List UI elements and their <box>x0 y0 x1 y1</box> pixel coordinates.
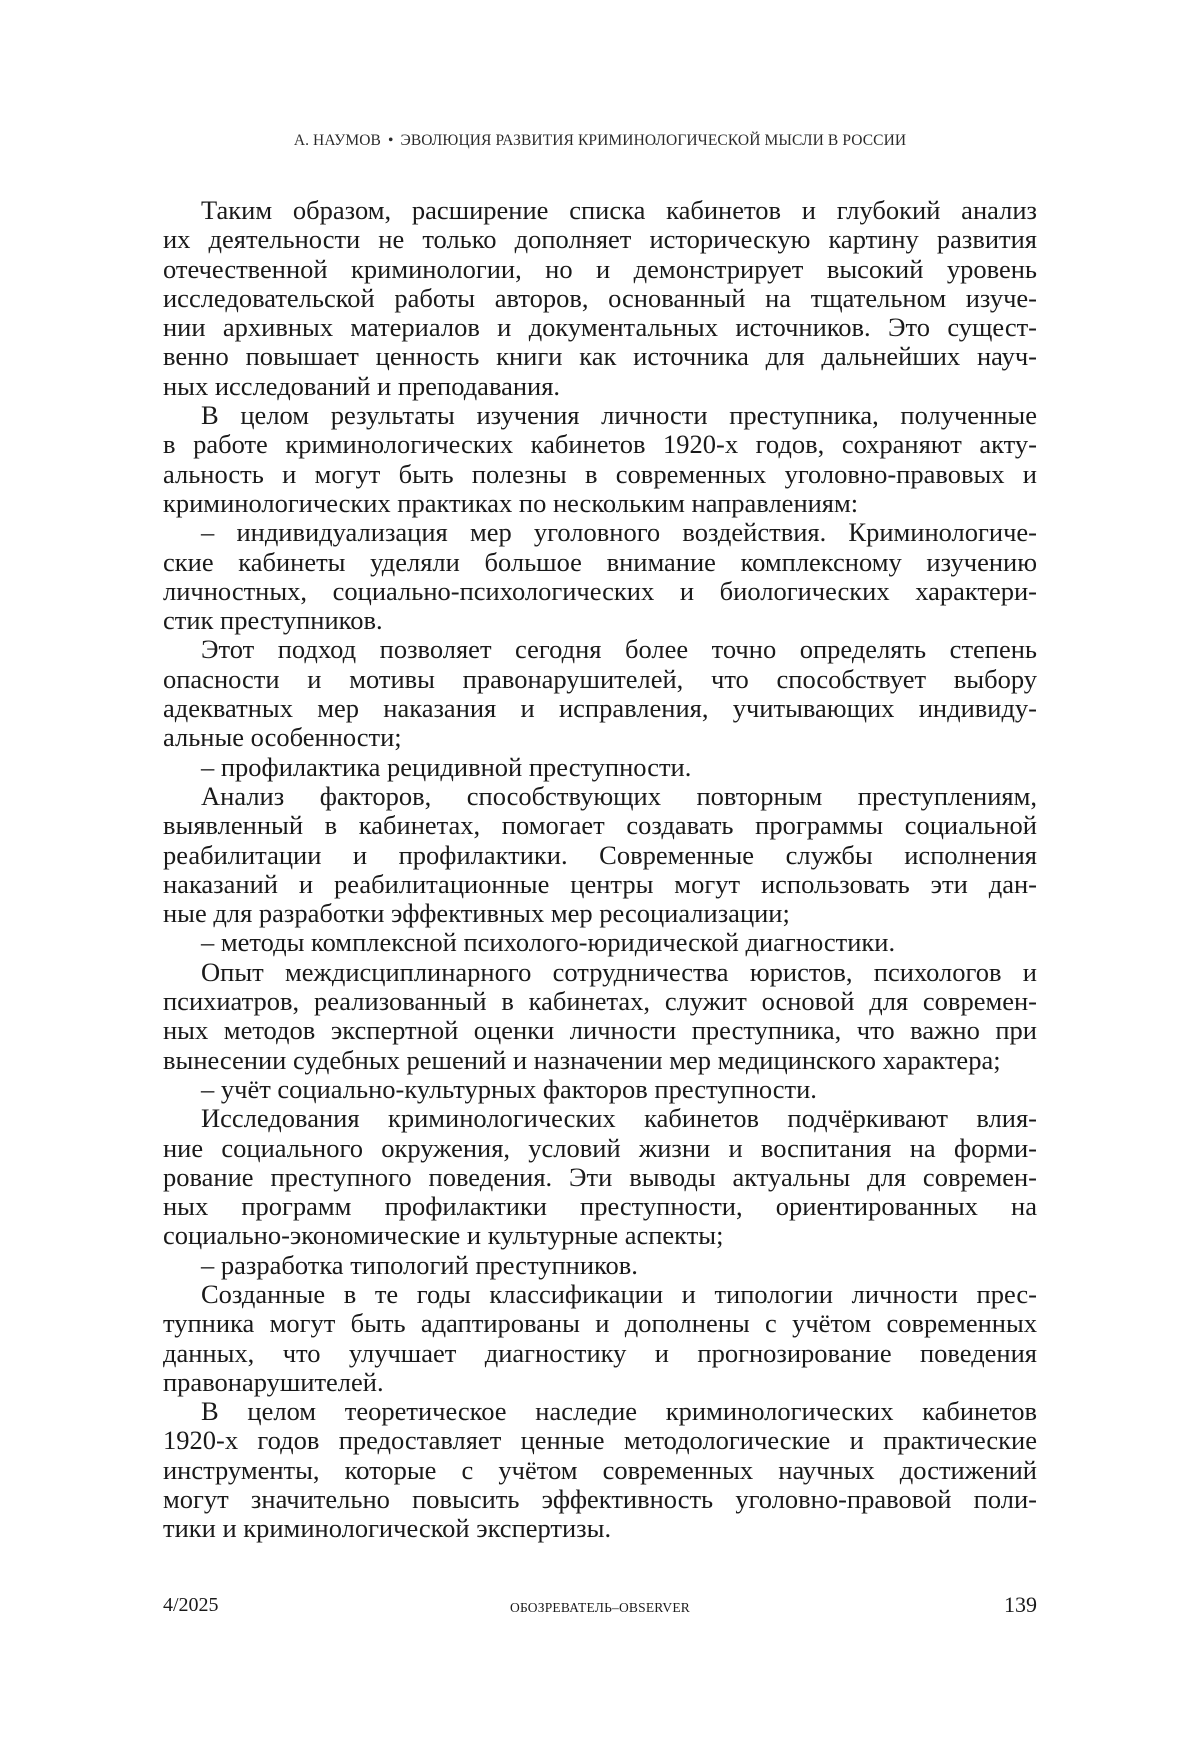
text-line: инструменты, которые с учётом современных научных достижений <box>163 1454 1037 1485</box>
text-line: 1920-х годов предоставляет ценные методологические и практические <box>163 1425 1037 1456</box>
body-paragraph <box>163 928 1037 957</box>
body-paragraph <box>163 782 1037 928</box>
text-line: наказаний и реабилитационные центры могут использовать эти дан- <box>163 868 1037 899</box>
text-line: опасности и мотивы правонарушителей, что способствует выбору <box>163 663 1037 694</box>
body-paragraph <box>163 1251 1037 1280</box>
body-paragraph <box>163 1280 1037 1397</box>
text-line: ные для разработки эффективных мер ресоциализации; <box>163 898 790 929</box>
text-line: отечественной криминологии, но и демонстрирует высокий уровень <box>163 253 1037 284</box>
text-line: альные особенности; <box>163 722 402 753</box>
text-line: социально-экономические и культурные аспекты; <box>163 1220 724 1251</box>
text-line: – профилактика рецидивной преступности. <box>201 751 692 782</box>
footer-issue: 4/2025 <box>163 1594 219 1616</box>
body-paragraph <box>163 401 1037 518</box>
text-line: личностных, социально-психологических и биологических характери- <box>163 575 1037 606</box>
text-line: тики и криминологической экспертизы. <box>163 1513 612 1544</box>
text-line: альность и могут быть полезны в современных уголовно-правовых и <box>163 458 1037 489</box>
body-paragraph <box>163 518 1037 635</box>
text-line: венно повышает ценность книги как источника для дальнейших науч- <box>163 341 1037 372</box>
body-paragraph <box>163 635 1037 752</box>
text-line: – разработка типологий преступников. <box>201 1249 638 1280</box>
text-line: стик преступников. <box>163 605 383 636</box>
body-paragraph <box>163 958 1037 1075</box>
text-line: психиатров, реализованный в кабинетах, служит основой для современ- <box>163 986 1037 1017</box>
text-line: ных методов экспертной оценки личности преступника, что важно при <box>163 1015 1037 1046</box>
text-line: рование преступного поведения. Эти выводы актуальны для современ- <box>163 1161 1037 1192</box>
text-line: выявленный в кабинетах, помогает создавать программы социальной <box>163 810 1037 841</box>
text-line: – методы комплексной психолого-юридической диагностики. <box>201 927 896 958</box>
body-paragraph <box>163 1075 1037 1104</box>
text-line: их деятельности не только дополняет историческую картину развития <box>163 224 1037 255</box>
text-line: адекватных мер наказания и исправления, учитывающих индивиду- <box>163 693 1037 724</box>
text-line: Этот подход позволяет сегодня более точно определять степень <box>201 634 1037 665</box>
text-line: правонарушителей. <box>163 1366 384 1397</box>
text-line: ных исследований и преподавания. <box>163 370 561 401</box>
text-line: ных программ профилактики преступности, ориентированных на <box>163 1191 1037 1222</box>
text-line: Таким образом, расширение списка кабинетов и глубокий анализ <box>201 195 1037 225</box>
text-line: – индивидуализация мер уголовного воздействия. Криминологиче- <box>201 517 1037 548</box>
body-paragraph <box>163 1104 1037 1250</box>
text-line: исследовательской работы авторов, основанный на тщательном изуче- <box>163 282 1037 313</box>
body-paragraph <box>163 1397 1037 1543</box>
header-title: ЭВОЛЮЦИЯ РАЗВИТИЯ КРИМИНОЛОГИЧЕСКОЙ МЫСЛИ В РОССИИ <box>400 132 907 149</box>
text-line: В целом результаты изучения личности преступника, полученные <box>201 400 1037 431</box>
text-line: данных, что улучшает диагностику и прогнозирование поведения <box>163 1337 1037 1368</box>
text-line: Опыт междисциплинарного сотрудничества юристов, психологов и <box>201 956 1037 987</box>
text-line: ние социального окружения, условий жизни и воспитания на форми- <box>163 1132 1037 1163</box>
text-line: ские кабинеты уделяли большое внимание комплексному изучению <box>163 546 1037 577</box>
header-author: А. НАУМОВ <box>293 132 381 149</box>
header-bullet-icon: • <box>387 132 394 149</box>
article-body <box>163 196 1037 1544</box>
text-line: криминологических практиках по нескольким направлениям: <box>163 487 859 518</box>
text-line: В целом теоретическое наследие криминологических кабинетов <box>201 1396 1037 1427</box>
page-number: 139 <box>1004 1592 1037 1617</box>
body-paragraph <box>163 196 1037 401</box>
text-line: нии архивных материалов и документальных источников. Это сущест- <box>163 312 1037 343</box>
text-line: реабилитации и профилактики. Современные службы исполнения <box>163 839 1037 870</box>
text-line: Исследования криминологических кабинетов подчёркивают влия- <box>201 1103 1037 1134</box>
text-line: тупника могут быть адаптированы и дополнены с учётом современных <box>163 1308 1037 1339</box>
running-header <box>163 132 1037 150</box>
text-line: – учёт социально-культурных факторов преступности. <box>201 1073 817 1104</box>
text-line: могут значительно повысить эффективность уголовно-правовой поли- <box>163 1484 1037 1515</box>
text-line: в работе криминологических кабинетов 1920-х годов, сохраняют акту- <box>163 429 1037 460</box>
footer-journal-name: ОБОЗРЕВАТЕЛЬ–OBSERVER <box>510 1600 690 1615</box>
text-line: вынесении судебных решений и назначении мер медицинского характера; <box>163 1044 1001 1075</box>
body-paragraph <box>163 753 1037 782</box>
text-line: Созданные в те годы классификации и типологии личности прес- <box>201 1278 1037 1309</box>
text-line: Анализ факторов, способствующих повторным преступлениям, <box>201 780 1037 811</box>
